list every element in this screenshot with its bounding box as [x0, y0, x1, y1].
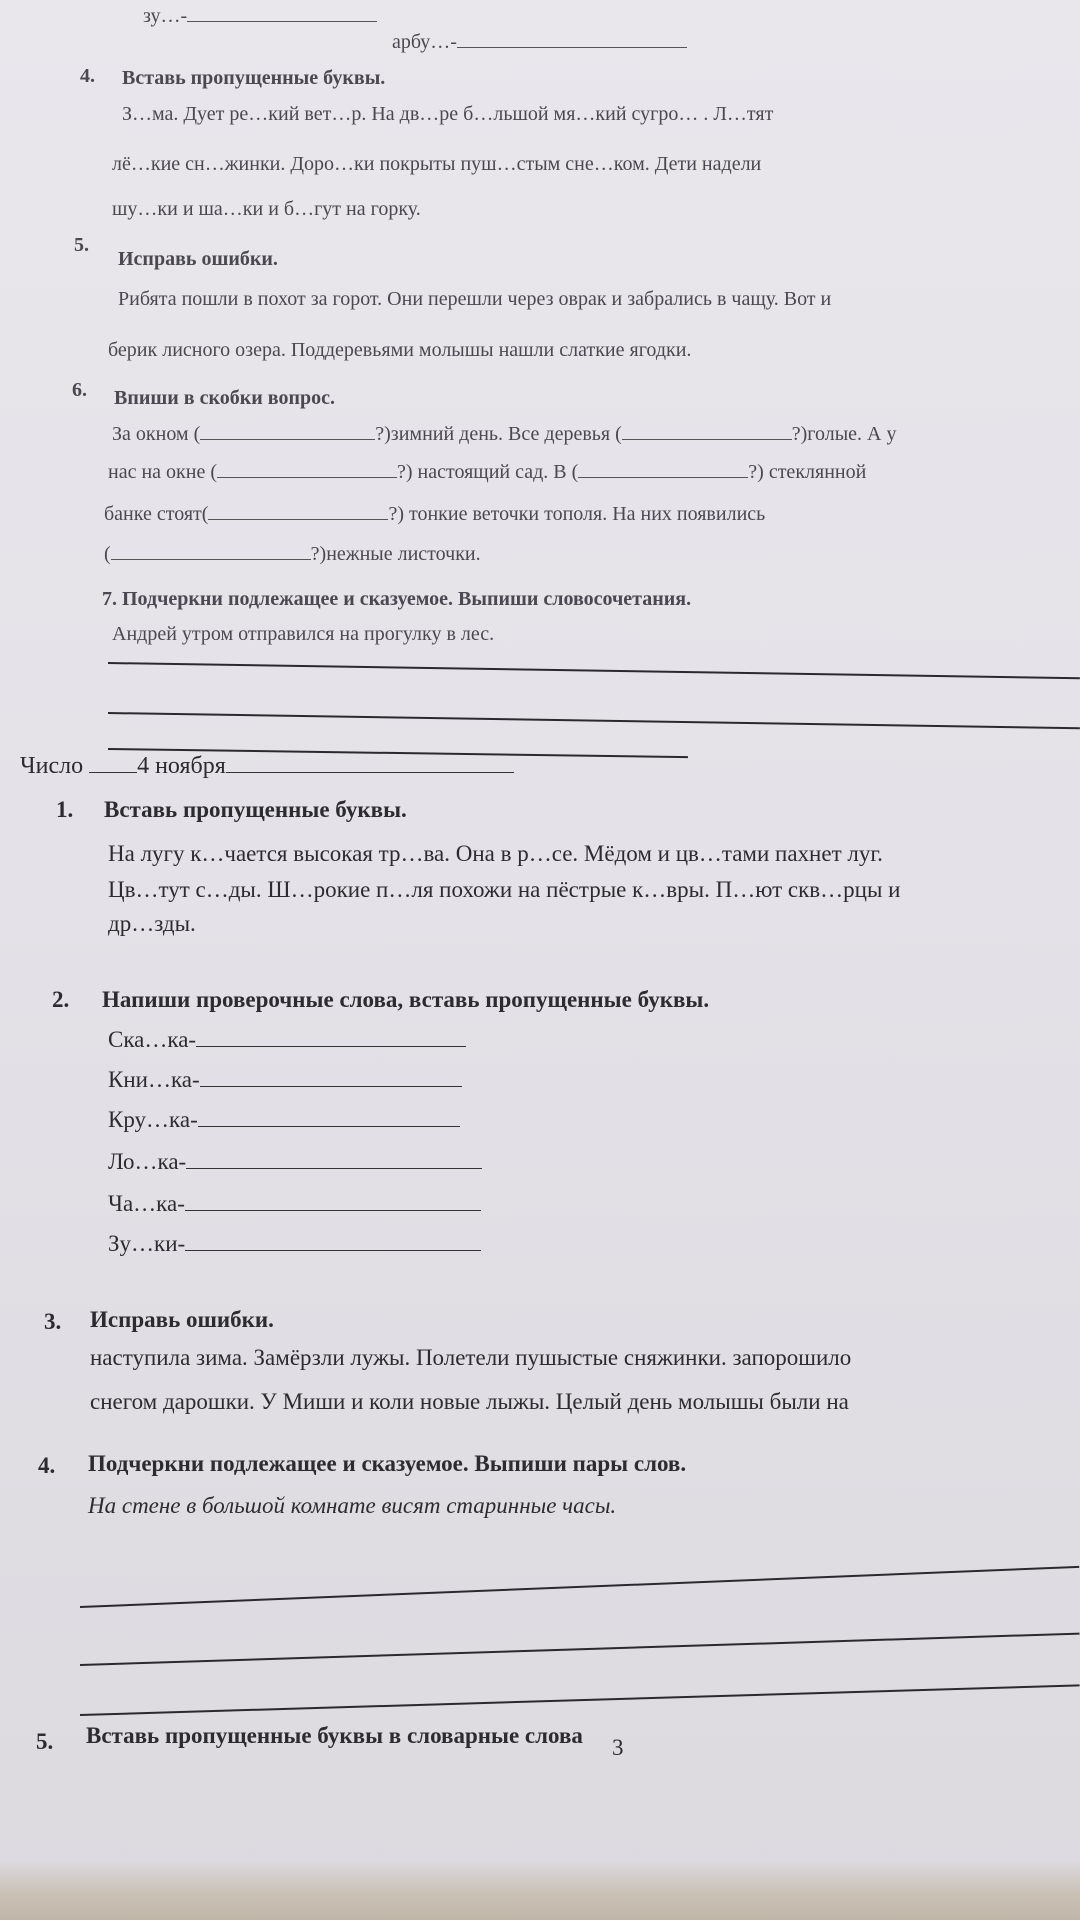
task4-line-2: лё…кие сн…жинки. Доро…ки покрыты пуш…стым сне…ком. Дети надели	[112, 153, 762, 175]
b-task2-word-2: Кни…ка-	[108, 1066, 462, 1094]
page-bottom-edge	[0, 1860, 1080, 1920]
task5-line-1: Рибята пошли в похот за горот. Они перешли через оврак и забрались в чащу. Вот и	[118, 288, 832, 310]
b-task1-title: Вставь пропущенные буквы.	[104, 797, 407, 822]
task7-sentence: Андрей утром отправился на прогулку в лес.	[112, 623, 495, 645]
task6-line-3: банке стоят( ?) тонкие веточки тополя. На них появились	[104, 503, 766, 525]
task6-line-4: ( ?)нежные листочки.	[104, 543, 481, 565]
task4-number: 4.	[80, 65, 95, 87]
prev-line-1: зу…-	[143, 2, 377, 30]
b-task4-title: Подчеркни подлежащее и сказуемое. Выпиши пары слов.	[88, 1451, 687, 1476]
task5-number: 5.	[74, 234, 89, 256]
task4-line-1: З…ма. Дует ре…кий вет…р. На дв…ре б…льшой мя…кий сугро… . Л…тят	[122, 103, 774, 125]
b-task3-title: Исправь ошибки.	[90, 1307, 274, 1332]
b-task3-line-1: наступила зима. Замёрзли лужы. Полетели пушыстые сняжинки. запорошило	[90, 1345, 852, 1370]
task4-title: Вставь пропущенные буквы.	[122, 67, 386, 89]
task7-answer-line-2	[108, 712, 1080, 729]
b-task2-word-4: Ло…ка-	[108, 1148, 482, 1176]
b-task2-word-1: Ска…ка-	[108, 1026, 466, 1054]
date-label: Число	[20, 753, 84, 779]
b-task2-number: 2.	[52, 987, 70, 1012]
task5-title: Исправь ошибки.	[118, 248, 278, 270]
task6-line-2: нас на окне ( ?) настоящий сад. В ( ?) стеклянной	[108, 461, 867, 483]
task6-title: Впиши в скобки вопрос.	[114, 387, 335, 409]
b-task4-answer-line-2	[80, 1633, 1080, 1666]
b-task4-answer-line-1	[80, 1566, 1079, 1608]
b-task2-title: Напиши проверочные слова, вставь пропущенные буквы.	[102, 987, 710, 1012]
task6-number: 6.	[72, 379, 87, 401]
date-value: 4 ноября	[137, 753, 226, 779]
b-task3-number: 3.	[44, 1309, 62, 1334]
task7-answer-line-1	[108, 662, 1080, 679]
task4-line-3: шу…ки и ша…ки и б…гут на горку.	[112, 198, 421, 220]
b-task4-sentence: На стене в большой комнате висят старинные часы.	[88, 1493, 617, 1518]
page-number: 3	[612, 1735, 624, 1760]
task6-line-1: За окном ( ?)зимний день. Все деревья ( ?)голые. А у	[112, 423, 897, 445]
b-task3-line-2: снегом дарошки. У Миши и коли новые лыжы. Целый день молышы были на	[90, 1389, 849, 1414]
b-task1-line-1: На лугу к…чается высокая тр…ва. Она в р…се. Мёдом и цв…тами пахнет луг.	[108, 841, 883, 866]
b-task2-word-5: Ча…ка-	[108, 1190, 481, 1218]
b-task4-number: 4.	[38, 1453, 56, 1478]
b-task4-answer-line-3	[80, 1684, 1080, 1716]
b-task5-number: 5.	[36, 1729, 54, 1754]
prev-line-2: арбу…-	[392, 28, 687, 56]
b-task1-number: 1.	[56, 797, 74, 822]
b-task2-word-6: Зу…ки-	[108, 1230, 481, 1258]
task5-line-2: берик лисного озера. Поддеревьями молышы нашли слаткие ягодки.	[108, 339, 692, 361]
date-line	[20, 752, 514, 780]
b-task5-title: Вставь пропущенные буквы в словарные слова	[86, 1723, 583, 1748]
b-task1-line-3: др…зды.	[108, 911, 196, 936]
b-task2-word-3: Кру…ка-	[108, 1106, 460, 1134]
task7-title: 7. Подчеркни подлежащее и сказуемое. Выпиши словосочетания.	[102, 588, 692, 610]
b-task1-line-2: Цв…тут с…ды. Ш…рокие п…ля похожи на пёстрые к…вры. П…ют скв…рцы и	[108, 877, 901, 902]
